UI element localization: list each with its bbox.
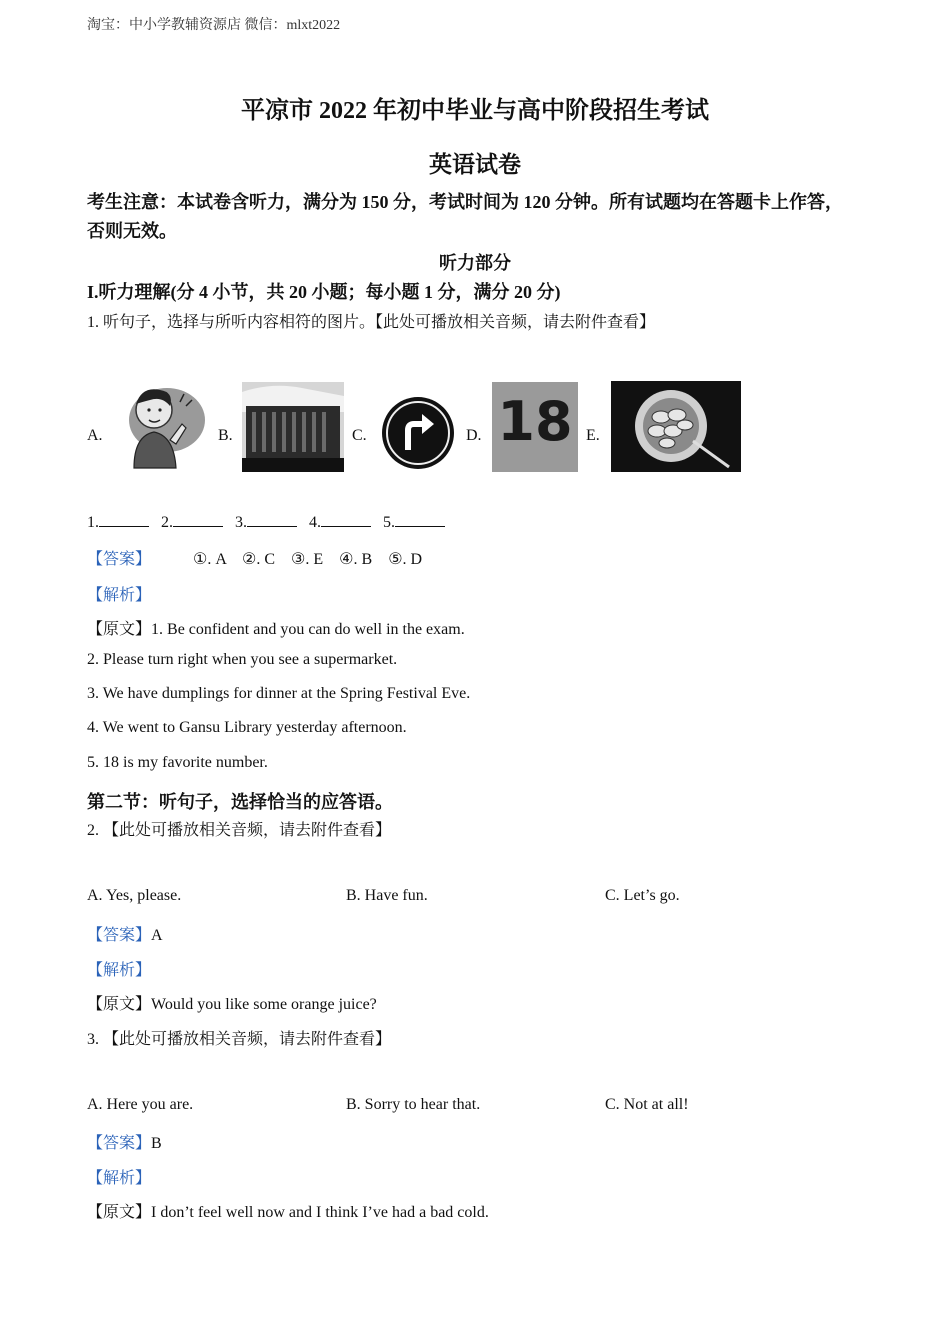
image-boy-confident	[112, 380, 207, 472]
image-label-e: E.	[586, 427, 600, 444]
answer-1: ①. A	[193, 551, 227, 568]
blank-3[interactable]	[247, 512, 297, 527]
answer-4: ④. B	[339, 551, 373, 568]
image-label-b: B.	[218, 427, 233, 444]
blank-2[interactable]	[173, 512, 223, 527]
q2-option-c[interactable]: C. Let’s go.	[605, 887, 680, 904]
answer-tag: 【答案】	[87, 551, 152, 568]
q2-original-tag: 【原文】	[87, 996, 152, 1013]
q3-option-b[interactable]: B. Sorry to hear that.	[346, 1096, 481, 1113]
q1-answer-row	[87, 546, 422, 569]
q1-original-5: 5. 18 is my favorite number.	[87, 754, 268, 771]
page-header: 淘宝：中小学教辅资源店 微信：mlxt2022	[87, 18, 341, 33]
image-label-c: C.	[352, 427, 367, 444]
q3-original-tag: 【原文】	[87, 1204, 152, 1221]
q2-answer-tag: 【答案】	[87, 927, 152, 944]
image-number-eighteen	[492, 382, 578, 472]
q3-answer-row	[87, 1130, 162, 1153]
q1-blanks	[87, 512, 453, 532]
section-listening-heading: 听力部分	[439, 253, 511, 273]
blank-label-3: 3.	[235, 514, 247, 531]
image-dumplings-plate	[611, 381, 741, 472]
q2-original: Would you like some orange juice?	[151, 996, 377, 1013]
q2-prompt: 2. 【此处可播放相关音频，请去附件查看】	[87, 822, 392, 839]
q3-original-row	[87, 1199, 489, 1222]
image-turn-right-sign	[380, 394, 458, 472]
q1-prompt: 1. 听句子，选择与所听内容相符的图片。【此处可播放相关音频，请去附件查看】	[87, 314, 656, 331]
q3-answer: B	[151, 1135, 162, 1152]
blank-label-1: 1.	[87, 514, 99, 531]
q3-answer-tag: 【答案】	[87, 1135, 152, 1152]
q2-analysis-tag: 【解析】	[87, 962, 152, 979]
q1-original-1	[87, 616, 465, 639]
q1-original-3: 3. We have dumplings for dinner at the Spring Festival Eve.	[87, 685, 471, 702]
exam-title: 平凉市 2022 年初中毕业与高中阶段招生考试	[241, 98, 709, 124]
image-label-d: D.	[466, 427, 482, 444]
q3-option-a[interactable]: A. Here you are.	[87, 1096, 194, 1113]
image-label-a: A.	[87, 427, 103, 444]
q3-option-c[interactable]: C. Not at all!	[605, 1096, 689, 1113]
q3-prompt: 3. 【此处可播放相关音频，请去附件查看】	[87, 1031, 392, 1048]
answer-2: ②. C	[242, 551, 276, 568]
exam-notice: 考生注意：本试卷含听力，满分为 150 分，考试时间为 120 分钟。所有试题均在答题卡上作答，否则无效。	[87, 192, 843, 241]
q3-original: I don’t feel well now and I think I’ve had a bad cold.	[151, 1204, 489, 1221]
q2-answer-row	[87, 922, 163, 945]
q3-analysis-tag: 【解析】	[87, 1170, 152, 1187]
q1-original-2: 2. Please turn right when you see a supermarket.	[87, 651, 398, 668]
blank-5[interactable]	[395, 512, 445, 527]
part2-title: 第二节：听句子，选择恰当的应答语。	[87, 792, 393, 812]
q1-analysis-tag: 【解析】	[87, 587, 152, 604]
part1-title: I.听力理解(分 4 小节，共 20 小题；每小题 1 分，满分 20 分)	[87, 282, 561, 302]
blank-4[interactable]	[321, 512, 371, 527]
image-library-building	[242, 382, 344, 472]
blank-label-2: 2.	[161, 514, 173, 531]
q2-answer: A	[151, 927, 163, 944]
blank-label-4: 4.	[309, 514, 321, 531]
q2-option-a[interactable]: A. Yes, please.	[87, 887, 182, 904]
original-tag: 【原文】	[87, 621, 152, 638]
number-eighteen-text: 18	[497, 390, 573, 453]
exam-subtitle: 英语试卷	[429, 152, 521, 177]
answer-5: ⑤. D	[388, 551, 423, 568]
blank-1[interactable]	[99, 512, 149, 527]
q2-option-b[interactable]: B. Have fun.	[346, 887, 428, 904]
original-line-1: 1. Be confident and you can do well in the exam.	[151, 621, 465, 638]
blank-label-5: 5.	[383, 514, 395, 531]
q2-original-row	[87, 991, 377, 1014]
q1-original-4: 4. We went to Gansu Library yesterday afternoon.	[87, 719, 407, 736]
answer-3: ③. E	[291, 551, 324, 568]
